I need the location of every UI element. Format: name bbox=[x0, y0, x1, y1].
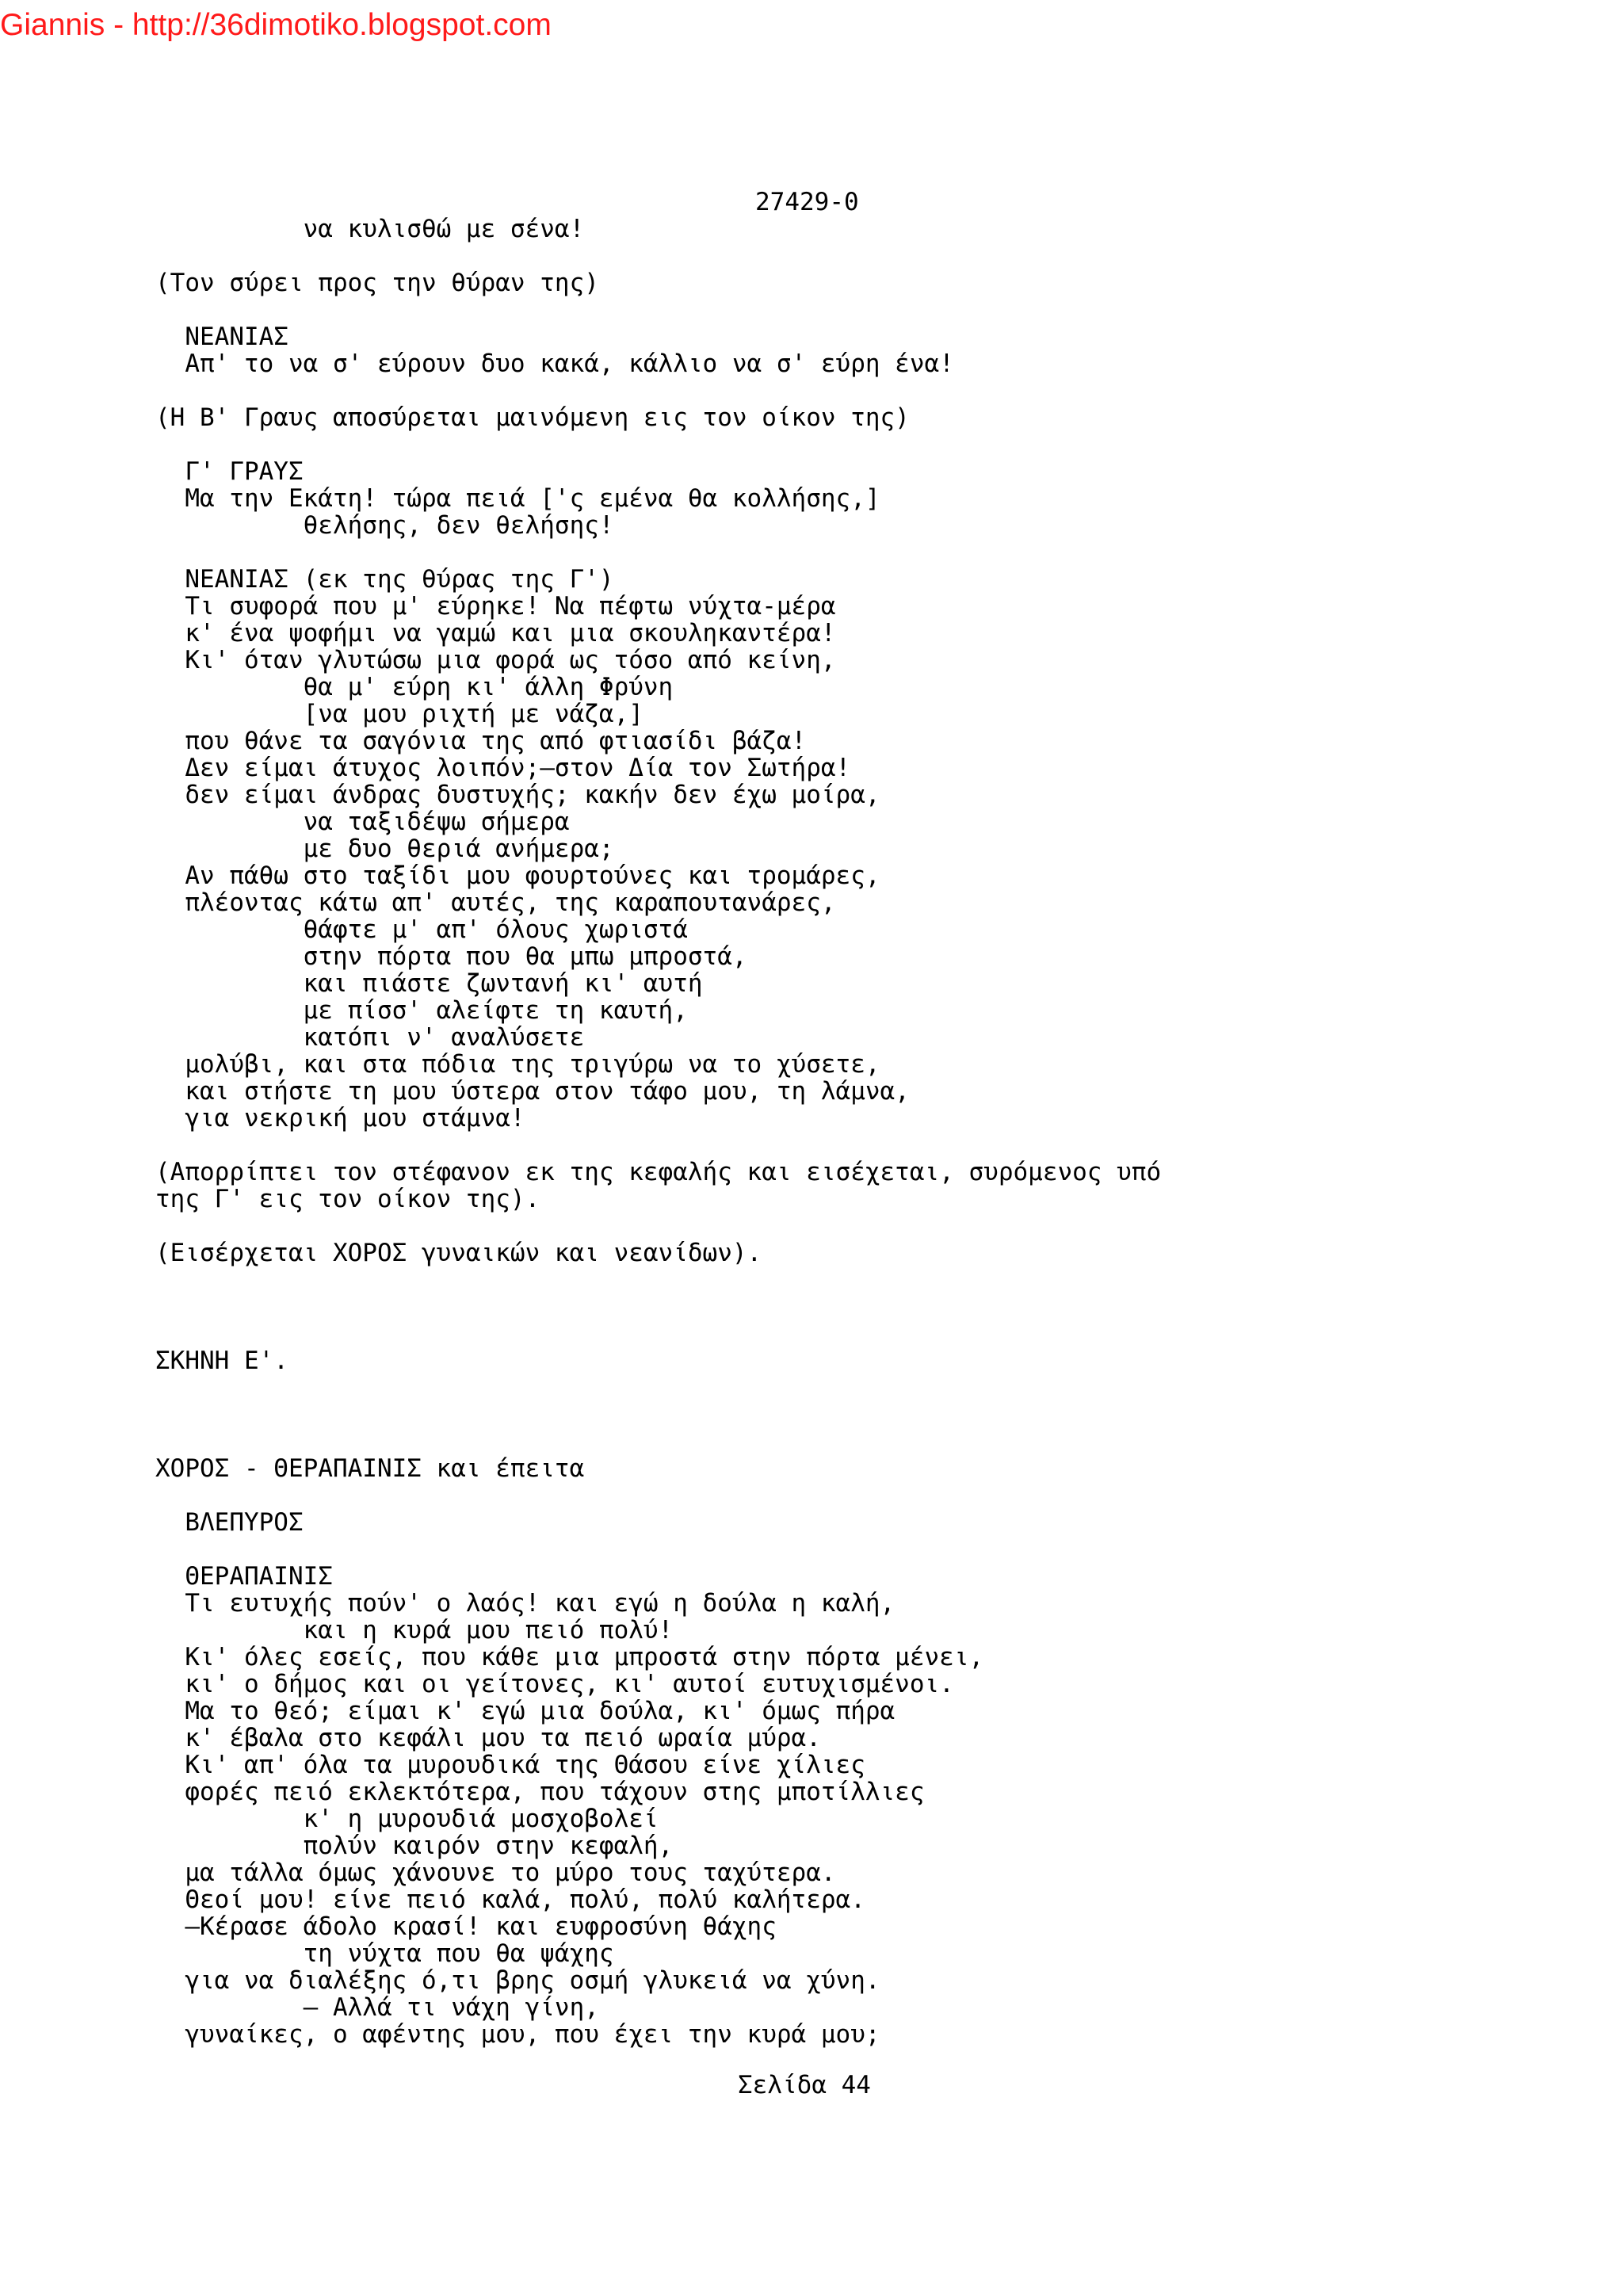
script-line: (Η Β' Γραυς αποσύρεται μαινόμενη εις τον οίκον της) bbox=[155, 403, 910, 432]
script-line bbox=[155, 1428, 1161, 1455]
script-line bbox=[155, 1266, 1161, 1293]
script-line: φορές πειό εκλεκτότερα, που τάχουν στης μποτίλλιες bbox=[155, 1778, 925, 1806]
script-line bbox=[155, 1320, 1161, 1347]
script-line: θελήσης, δεν θελήσης! bbox=[155, 511, 614, 540]
script-line bbox=[155, 1374, 1161, 1401]
script-line: Τι ευτυχής πούν' ο λαός! και εγώ η δούλα η καλή, bbox=[155, 1589, 896, 1618]
script-line: —Κέρασε άδολο κρασί! και ευφροσύνη θάχης bbox=[155, 1912, 777, 1941]
script-line: και η κυρά μου πειό πολύ! bbox=[155, 1616, 674, 1645]
script-line: Δεν είμαι άτυχος λοιπόν;—στον Δία τον Σωτήρα! bbox=[155, 754, 851, 782]
script-line: τη νύχτα που θα ψάχης bbox=[155, 1939, 614, 1968]
script-line: ΧΟΡΟΣ - ΘΕΡΑΠΑΙΝΙΣ και έπειτα bbox=[155, 1454, 585, 1483]
script-line: πολύν καιρόν στην κεφαλή, bbox=[155, 1832, 674, 1860]
page-number: Σελίδα 44 bbox=[738, 2071, 871, 2099]
play-script-text bbox=[155, 216, 1161, 2048]
script-line: γυναίκες, ο αφέντης μου, που έχει την κυρά μου; bbox=[155, 2020, 880, 2049]
script-line bbox=[155, 243, 1161, 269]
script-line: με πίσσ' αλείφτε τη καυτή, bbox=[155, 996, 688, 1025]
script-line: να κυλισθώ με σένα! bbox=[155, 215, 585, 243]
script-line: θάφτε μ' απ' όλους χωριστά bbox=[155, 915, 688, 944]
script-line: με δυο θεριά ανήμερα; bbox=[155, 835, 614, 863]
script-line bbox=[155, 431, 1161, 458]
script-line: πλέοντας κάτω απ' αυτές, της καραπουτανάρες, bbox=[155, 888, 836, 917]
script-line: που θάνε τα σαγόνια της από φτιασίδι βάζα! bbox=[155, 727, 807, 755]
script-line bbox=[155, 1401, 1161, 1428]
script-line: Αν πάθω στο ταξίδι μου φουρτούνες και τρομάρες, bbox=[155, 861, 880, 890]
script-line: κι' ο δήμος και οι γείτονες, κι' αυτοί ευτυχισμένοι. bbox=[155, 1670, 954, 1698]
script-line: Κι' όλες εσείς, που κάθε μια μπροστά στην πόρτα μένει, bbox=[155, 1643, 984, 1671]
script-line bbox=[155, 1293, 1161, 1320]
script-line: ΝΕΑΝΙΑΣ bbox=[155, 323, 288, 351]
script-line bbox=[155, 1213, 1161, 1240]
script-line bbox=[155, 1482, 1161, 1509]
script-line: κατόπι ν' αναλύσετε bbox=[155, 1023, 585, 1052]
script-line: Απ' το να σ' εύρουν δυο κακά, κάλλιο να σ' εύρη ένα! bbox=[155, 350, 954, 378]
script-line: (Απορρίπτει τον στέφανον εκ της κεφαλής και εισέχεται, συρόμενος υπό bbox=[155, 1158, 1162, 1186]
script-line: θα μ' εύρη κι' άλλη Φρύνη bbox=[155, 673, 674, 701]
script-line: Τι συφορά που μ' εύρηκε! Να πέφτω νύχτα-μέρα bbox=[155, 592, 836, 621]
script-line: μολύβι, και στα πόδια της τριγύρω να το χύσετε, bbox=[155, 1050, 880, 1079]
script-line: Θεοί μου! είνε πειό καλά, πολύ, πολύ καλήτερα. bbox=[155, 1885, 865, 1914]
script-line: κ' ένα ψοφήμι να γαμώ και μια σκουληκαντέρα! bbox=[155, 619, 836, 648]
script-line: για νεκρική μου στάμνα! bbox=[155, 1104, 525, 1133]
document-code: 27429-0 bbox=[755, 188, 859, 216]
script-line: κ' η μυρουδιά μοσχοβολεί bbox=[155, 1805, 659, 1833]
script-line bbox=[155, 1536, 1161, 1563]
script-line: (Τον σύρει προς την θύραν της) bbox=[155, 269, 599, 297]
watermark-url[interactable]: Giannis - http://36dimotiko.blogspot.com bbox=[0, 8, 552, 42]
script-line: μα τάλλα όμως χάνουνε το μύρο τους ταχύτερα. bbox=[155, 1859, 836, 1887]
script-line: της Γ' εις τον οίκον της). bbox=[155, 1185, 540, 1213]
script-line: (Εισέρχεται ΧΟΡΟΣ γυναικών και νεανίδων). bbox=[155, 1239, 762, 1267]
script-line: ΒΛΕΠΥΡΟΣ bbox=[155, 1508, 304, 1537]
script-line bbox=[155, 539, 1161, 566]
script-line: ΘΕΡΑΠΑΙΝΙΣ bbox=[155, 1562, 333, 1591]
script-line: να ταξιδέψω σήμερα bbox=[155, 808, 570, 836]
script-line: Κι' όταν γλυτώσω μια φορά ως τόσο από κείνη, bbox=[155, 646, 836, 674]
script-line: για να διαλέξης ό,τι βρης οσμή γλυκειά να χύνη. bbox=[155, 1966, 880, 1995]
script-line: Μα το θεό; είμαι κ' εγώ μια δούλα, κι' όμως πήρα bbox=[155, 1697, 896, 1725]
script-line: Γ' ΓΡΑΥΣ bbox=[155, 457, 304, 486]
script-line: και πιάστε ζωντανή κι' αυτή bbox=[155, 969, 703, 998]
script-line: Κι' απ' όλα τα μυρουδικά της Θάσου είνε χίλιες bbox=[155, 1751, 865, 1779]
script-line: ΣΚΗΝΗ Ε'. bbox=[155, 1347, 288, 1375]
script-line bbox=[155, 377, 1161, 404]
script-line bbox=[155, 296, 1161, 323]
script-line bbox=[155, 1132, 1161, 1159]
script-line: [να μου ριχτή με νάζα,] bbox=[155, 700, 643, 728]
script-line: — Αλλά τι νάχη γίνη, bbox=[155, 1993, 599, 2022]
script-line: και στήστε τη μου ύστερα στον τάφο μου, τη λάμνα, bbox=[155, 1077, 910, 1106]
script-line: δεν είμαι άνδρας δυστυχής; κακήν δεν έχω μοίρα, bbox=[155, 781, 880, 809]
script-line: ΝΕΑΝΙΑΣ (εκ της θύρας της Γ') bbox=[155, 565, 614, 594]
script-line: κ' έβαλα στο κεφάλι μου τα πειό ωραία μύρα. bbox=[155, 1724, 821, 1752]
script-line: Μα την Εκάτη! τώρα πειά ['ς εμένα θα κολλήσης,] bbox=[155, 484, 880, 513]
script-line: στην πόρτα που θα μπω μπροστά, bbox=[155, 942, 747, 971]
